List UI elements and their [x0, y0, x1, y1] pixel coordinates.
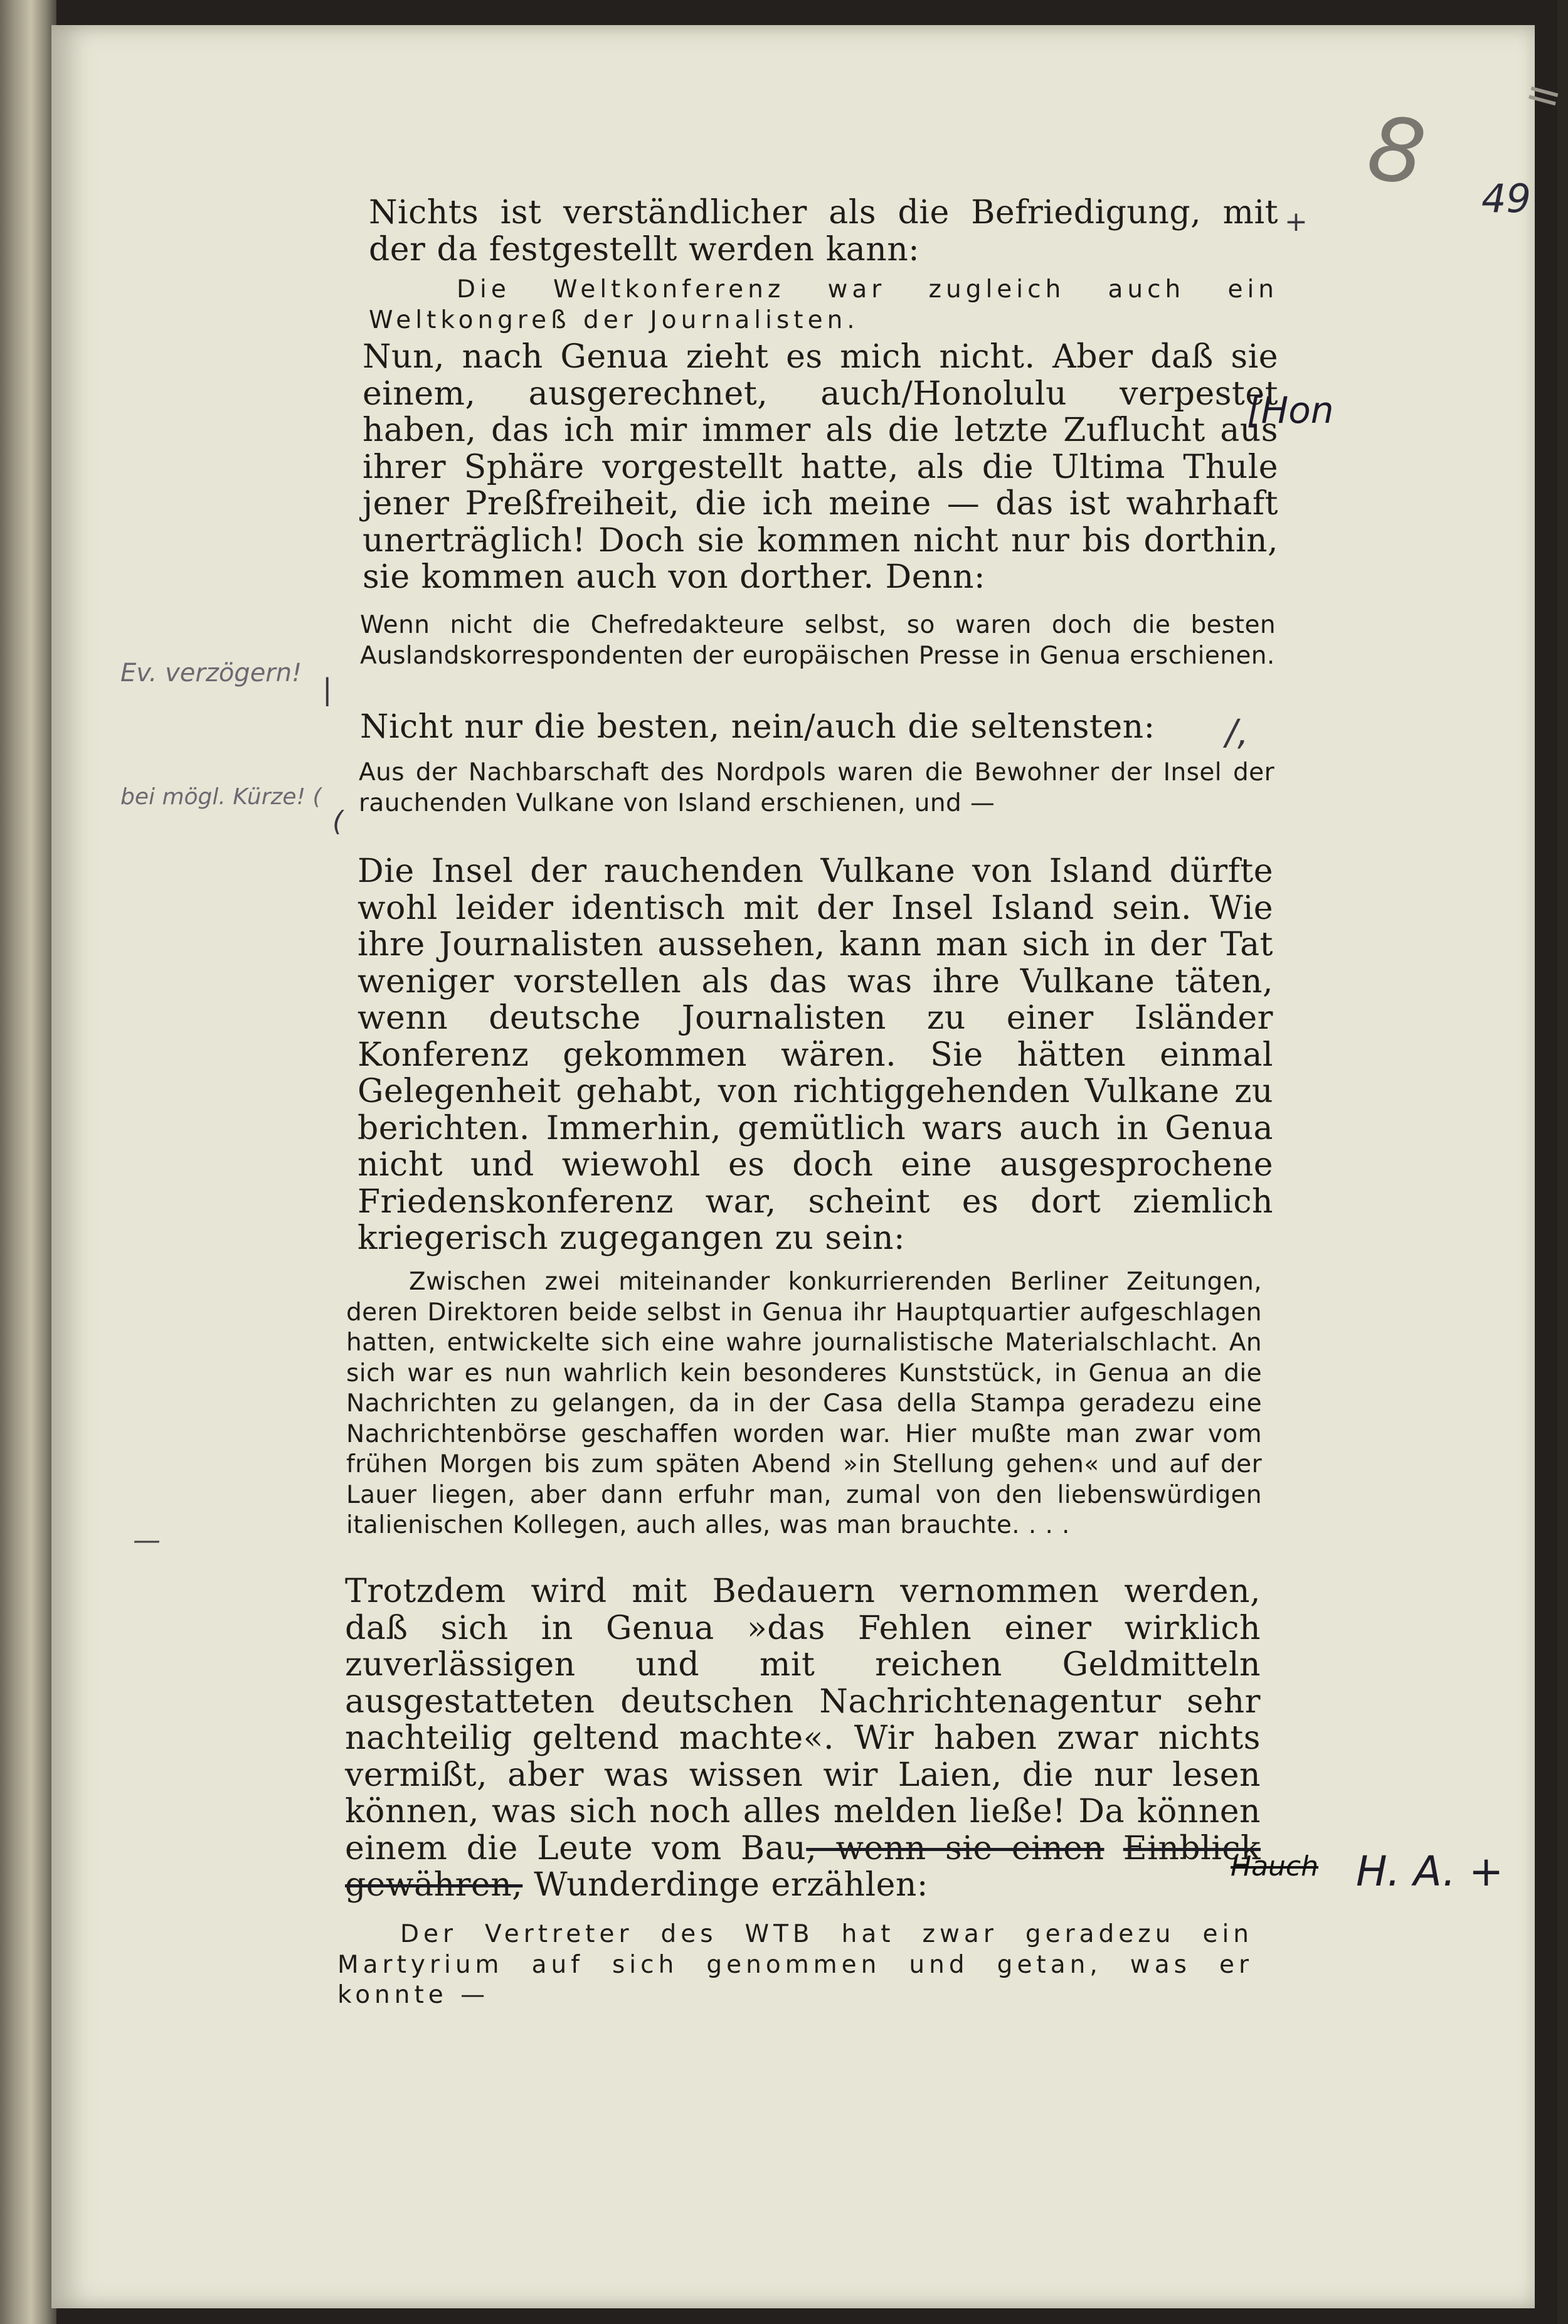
margin-note-struck: Hauch	[1231, 1850, 1319, 1882]
margin-note-left-1: Ev. verzögern!	[120, 659, 302, 687]
folio-ink-number: 49	[1481, 176, 1531, 221]
paragraph-5	[345, 1573, 1261, 1904]
margin-note-right-2: H. A. +	[1356, 1847, 1504, 1896]
paragraph-4: Die Insel der rauchenden Vulkane von Island dürfte wohl leider identisch mit der Insel Island sein. Wie ihre Journalisten aussehen, kann man sich in der Tat weniger vorstellen als das was ihre Vulkane täten, wenn deutsche Journalisten zu einer Isländer Konferenz gekommen wären. Sie hätten einmal Gelegenheit gehabt, von richtiggehenden Vulkane zu berichten. Immerhin, gemütlich wars auch in Genua nicht und wiewohl es doch eine ausgesprochene Friedenskonferenz war, scheint es dort ziemlich kriegerisch zugegangen zu sein:	[358, 852, 1273, 1257]
margin-bracket-left-2: (	[332, 805, 344, 837]
quote-4: Zwischen zwei miteinander konkurrierenden Berliner Zeitungen, deren Direktoren beide selbst in Genua ihr Hauptquartier aufgeschlagen hatten, entwickelte sich eine wahre journalistische Materialschlacht. An sich war es nun wahrlich kein besonderes Kunststück, in Genua an die Nachrichten zu gelangen, da in der Casa della Stampa geradezu eine Nachrichtenbörse geschaffen worden war. Hier mußte man zwar vom frühen Morgen bis zum späten Abend »in Stellung gehen« und auf der Lauer liegen, aber dann erfuhr man, zumal von den liebenswürdigen italienischen Kollegen, auch alles, was man brauchte. . . .	[346, 1268, 1262, 1539]
paragraph-5-text: Trotzdem wird mit Bedauern vernommen werden, daß sich in Genua »das Fehlen einer wirklich zuverlässigen und mit reichen Geldmitteln ausgestatteten deutschen Nachrichtenagentur sehr nachteilig geltend machte«. Wir haben zwar nichts vermißt, aber was wissen wir Laien, die nur lesen können, was sich noch alles melden ließe! Da können einem die Leute vom Bau	[345, 1573, 1261, 1867]
margin-note-right-1: /,	[1226, 713, 1249, 753]
quote-2: Wenn nicht die Chefredakteure selbst, so waren doch die besten Auslandskorrespondenten der europäischen Presse in Genua erschienen.	[360, 611, 1276, 670]
margin-dash-left: —	[133, 1524, 161, 1556]
folio-pencil-number: 8	[1362, 97, 1431, 206]
quote-5: Der Vertreter des WTB hat zwar geradezu ein Martyrium auf sich genommen und getan, was er konnte —	[337, 1920, 1253, 2009]
paragraph-5-ending: Wunderdinge erzählen:	[534, 1866, 928, 1904]
corner-mark: =	[1519, 65, 1568, 125]
margin-plus-top: +	[1285, 206, 1308, 238]
quote-3: Aus der Nachbarschaft des Nordpols waren die Bewohner der Insel der rauchenden Vulkane von Island erschienen, und —	[359, 758, 1274, 817]
margin-note-honolulu: [Hon	[1247, 389, 1334, 432]
book-spine	[0, 0, 56, 2324]
paragraph-1: Nichts ist verständlicher als die Befriedigung, mit der da festgestellt werden kann:	[369, 194, 1278, 268]
struck-phrase-1: , wenn sie einen	[806, 1829, 1104, 1867]
margin-bar-left-1: |	[322, 672, 332, 706]
paragraph-3: Nicht nur die besten, nein/auch die seltensten:	[360, 708, 1155, 746]
struck-phrase-2: Einblick gewähren,	[345, 1829, 1261, 1904]
page-sheet	[51, 25, 1568, 2308]
margin-note-left-2: bei mögl. Kürze! (	[120, 784, 322, 810]
quote-1: Die Weltkonferenz war zugleich auch ein Weltkongreß der Journalisten.	[369, 275, 1278, 334]
paragraph-2: Nun, nach Genua zieht es mich nicht. Aber daß sie einem, ausgerechnet, auch/Honolulu verpestet haben, das ich mir immer als die letzte Zuflucht aus ihrer Sphäre vorgestellt hatte, als die Ultima Thule jener Preßfreiheit, die ich meine — das ist wahrhaft unerträglich! Doch sie kommen nicht nur bis dorthin, sie kommen auch von dorther. Denn:	[363, 338, 1278, 596]
